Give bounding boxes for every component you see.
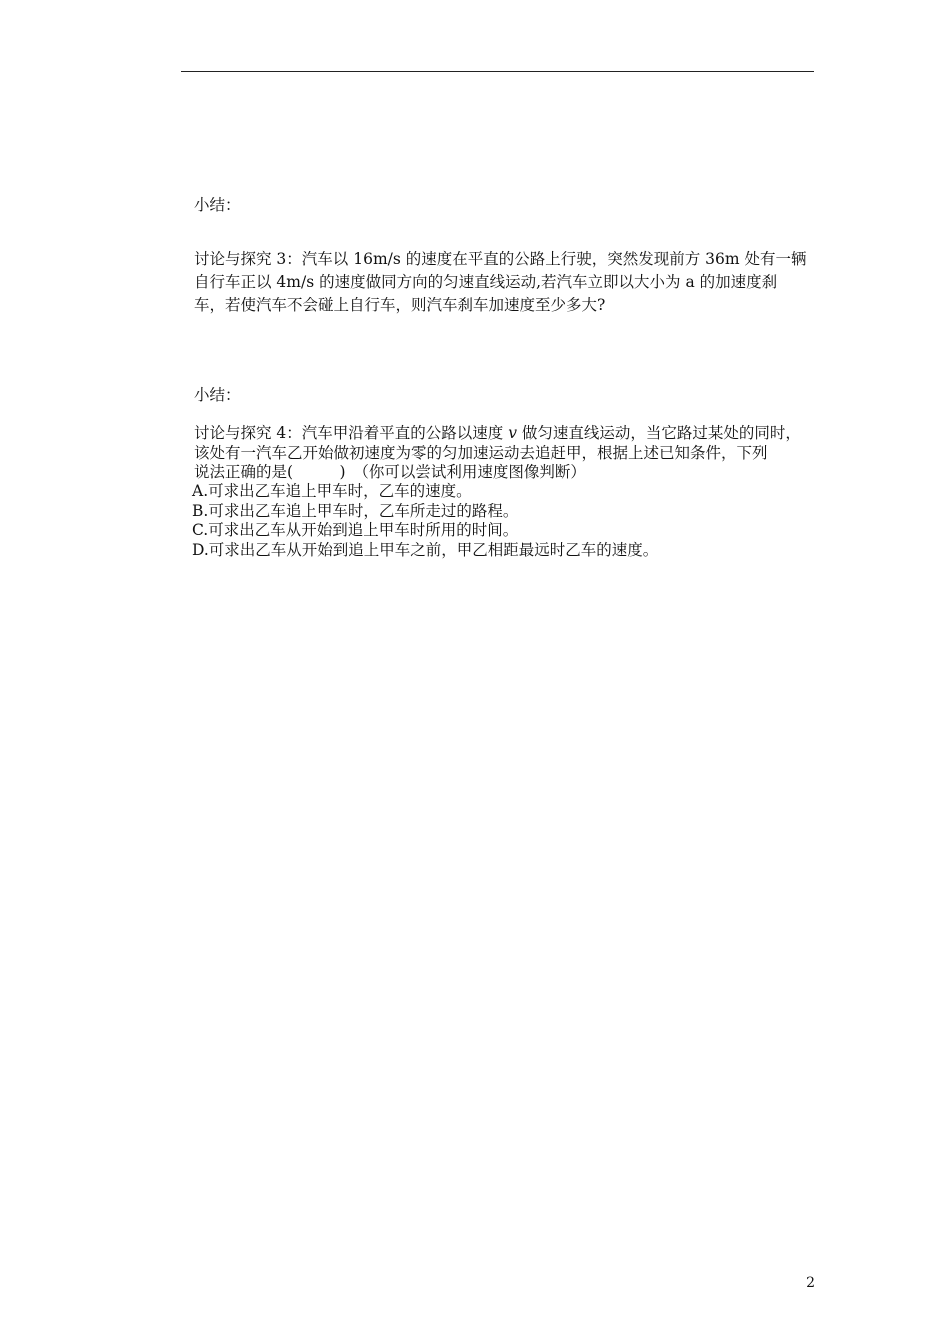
header-rule [181, 71, 814, 72]
option-b: B.可求出乙车追上甲车时，乙车所走过的路程。 [192, 501, 519, 520]
option-a: A.可求出乙车追上甲车时，乙车的速度。 [192, 482, 472, 500]
explore-3-line-2: 自行车正以 4m/s 的速度做同方向的匀速直线运动,若汽车立即以大小为 a 的加速度刹 [194, 273, 778, 291]
summary-label-1: 小结： [194, 196, 241, 214]
velocity-symbol: v [508, 424, 517, 442]
explore-3-line-3: 车，若使汽车不会碰上自行车，则汽车刹车加速度至少多大? [194, 296, 606, 314]
explore-4-line-1 [194, 424, 801, 444]
explore-4-line-1-end: 做匀速直线运动，当它路过某处的同时， [516, 424, 801, 442]
explore-3-line-1: 讨论与探究 3：汽车以 16m/s 的速度在平直的公路上行驶，突然发现前方 36m 处有一辆 [194, 250, 807, 268]
explore-4-line-1-start: 讨论与探究 4：汽车甲沿着平直的公路以速度 [194, 424, 509, 442]
option-d: D.可求出乙车从开始到追上甲车之前，甲乙相距最远时乙车的速度。 [192, 540, 659, 559]
option-c: C.可求出乙车从开始到追上甲车时所用的时间。 [192, 521, 519, 539]
explore-4-question [194, 424, 801, 483]
page-number: 2 [806, 1275, 815, 1291]
options-list [192, 482, 658, 560]
explore-4-line-2: 该处有一汽车乙开始做初速度为零的匀加速运动去追赶甲，根据上述已知条件，下列 [194, 443, 768, 462]
summary-label-2: 小结： [194, 386, 241, 404]
explore-3-question [194, 248, 807, 317]
explore-4-line-3: 说法正确的是( ) （你可以尝试利用速度图像判断） [194, 463, 586, 481]
